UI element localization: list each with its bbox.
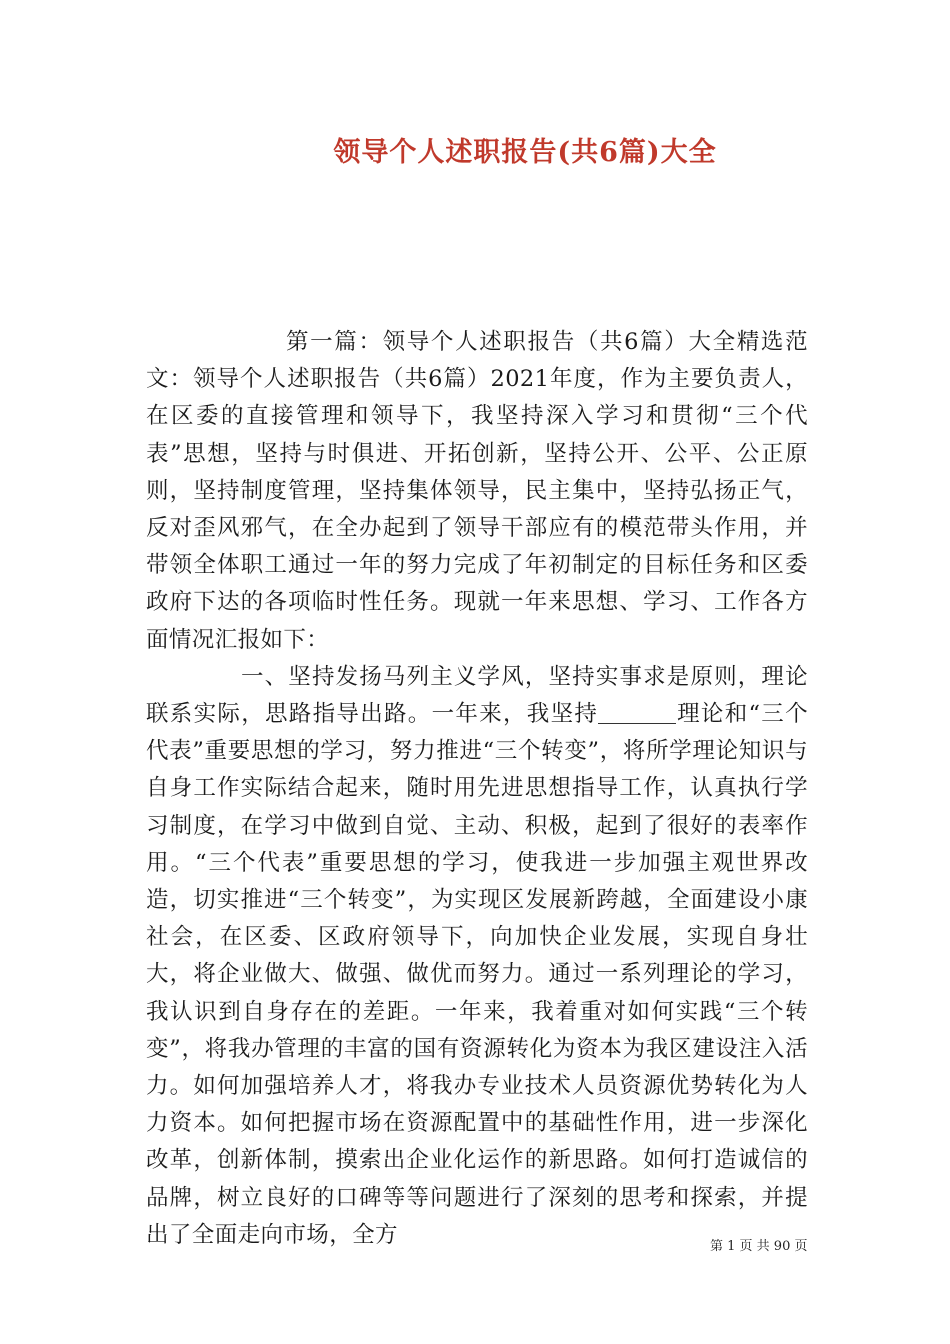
fill-in-blank [598,703,676,724]
document-title: 领导个人述职报告(共6篇)大全 [333,137,717,168]
section-one-text-end: 理论和“三个代表”重要思想的学习，努力推进“三个转变”，将所学理论知识与自身工作实际结合起来，随时用先进思想指导工作，认真执行学习制度，在学习中做到自觉、主动、积极，起到了很好的表率作用。“三个代表”重要思想的学习，使我进一步加强主观世界改造，切实推进“三个转变”，为实现区发展新跨越，全面建设小康社会，在区委、区政府领导下，向加快企业发展，实现自身壮大，将企业做大、做强、做优而努力。通过一系列理论的学习，我认识到自身存在的差距。一年来，我着重对如何实践“三个转变”，将我办管理的丰富的国有资源转化为资本为我区建设注入活力。如何加强培养人才，将我办专业技术人员资源优势转化为人力资本。如何把握市场在资源配置中的基础性作用，进一步深化改革，创新体制，摸索出企业化运作的新思路。如何打造诚信的品牌，树立良好的口碑等等问题进行了深刻的思考和探索，并提出了全面走向市场，全方 [146,701,809,1248]
section-one-paragraph [146,659,808,1254]
page-number-footer: 第 1 页 共 90 页 [710,1239,808,1254]
section-one-text-start: 一、坚持发扬马列主义学风，坚持实事求是原则，理论联系实际，思路指导出路。一年来，我坚持 [146,663,808,728]
document-body [146,324,808,1254]
intro-paragraph: 第一篇：领导个人述职报告（共6篇）大全精选范文：领导个人述职报告（共6篇）2021年度，作为主要负责人，在区委的直接管理和领导下，我坚持深入学习和贯彻“三个代表”思想，坚持与时俱进、开拓创新，坚持公开、公平、公正原则，坚持制度管理，坚持集体领导，民主集中，坚持弘扬正气，反对歪风邪气，在全办起到了领导干部应有的模范带头作用，并带领全体职工通过一年的努力完成了年初制定的目标任务和区委政府下达的各项临时性任务。现就一年来思想、学习、工作各方面情况汇报如下： [146,329,808,653]
